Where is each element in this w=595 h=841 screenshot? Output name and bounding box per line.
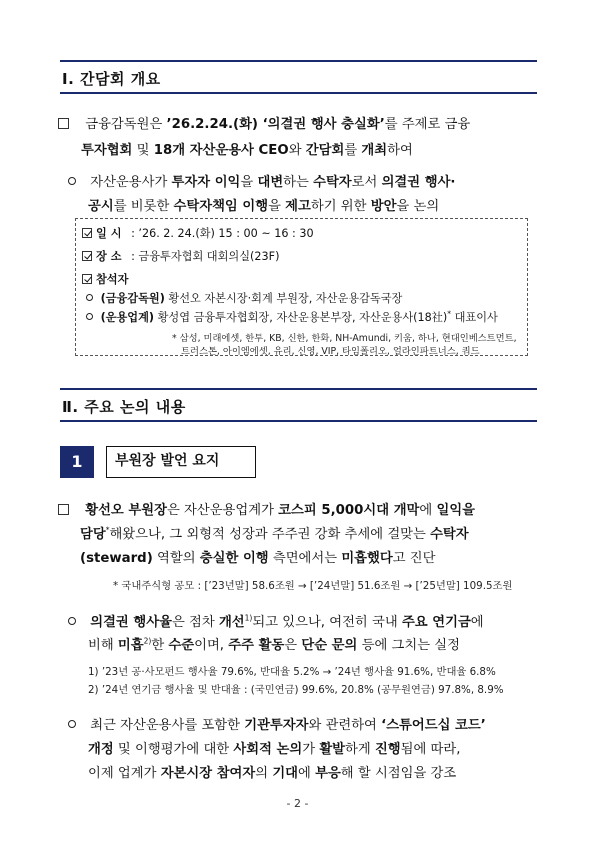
circle-bullet-icon <box>68 177 76 185</box>
voting-line-2: 비해 미흡$^{2)}$한 수준이며, 주주 활동은 단순 문의 등에 그치는 실정 <box>88 636 460 653</box>
remarks-line-2: 담당*해왔으나, 그 외형적 성장과 주주권 강화 추세에 걸맞는 수탁자 <box>80 525 469 542</box>
checkbox-checked-icon <box>82 274 92 284</box>
attendee-fss: (금융감독원) 황선오 자본시장·회계 부원장, 자산운용감독국장 <box>86 290 402 306</box>
page-number: - 2 - <box>286 797 309 810</box>
stewardship-line-2: 개정 및 이행평가에 대한 사회적 논의가 활발하게 진행됨에 따라, <box>88 742 461 757</box>
section-header-1 <box>60 60 537 94</box>
intro-line-2: 투자협회 및 18개 자산운용사 CEO와 간담회를 개최하여 <box>81 143 413 158</box>
section-title: Ⅰ. 간담회 개요 <box>62 70 161 88</box>
intro-line-1: 금융감독원은 ’26.2.24.(화) ‘의결권 행사 충실화’를 주제로 금융 <box>58 113 470 132</box>
section-header-2 <box>60 388 537 422</box>
section-title: Ⅱ. 주요 논의 내용 <box>62 398 186 416</box>
date-row: 일 시 : ’26. 2. 24.(화) 15 : 00 ~ 16 : 30 <box>82 225 314 241</box>
circle-bullet-icon <box>68 720 76 728</box>
checkbox-checked-icon <box>82 228 92 238</box>
circle-bullet-icon <box>86 294 93 301</box>
stewardship-line-3: 이제 업계가 자본시장 참여자의 기대에 부응해 할 시점임을 강조 <box>88 766 457 781</box>
ceo-list-note-2: 트러스톤, 아이엠에셋, 유리, 신영, VIP, 타임폴리오, 얼라인파트너스, 쿼드 <box>181 346 480 357</box>
ceo-list-note-1: * 삼성, 미래에셋, 한투, KB, 신한, 한화, NH-Amundi, 키움, 하나, 현대인베스트먼트, <box>172 333 517 344</box>
footnote-2: 2) ’24년 연기금 행사율 및 반대율 : (국민연금) 99.6%, 20.8% (공무원연금) 97.8%, 8.9% <box>88 684 504 696</box>
attendee-industry: (운용업계) 황성엽 금융투자협회장, 자산운용본부장, 자산운용사(18社)* 대표이사 <box>86 309 498 325</box>
circle-bullet-icon <box>86 313 93 320</box>
item-number-badge: 1 <box>60 446 94 478</box>
stewardship-line-1: 최근 자산운용사를 포함한 기관투자자와 관련하여 ‘스튜어드십 코드’ <box>68 714 486 733</box>
footnote-1: 1) ’23년 공·사모펀드 행사율 79.6%, 반대율 5.2% → ’24년 행사율 91.6%, 반대율 6.8% <box>88 666 496 678</box>
purpose-line-2: 공시를 비롯한 수탁자책임 이행을 제고하기 위한 방안을 논의 <box>88 199 440 214</box>
place-row: 장 소 : 금융투자협회 대회의실(23F) <box>82 248 279 264</box>
meeting-info-box <box>75 218 528 356</box>
voting-line-1: 의결권 행사율은 점차 개선$^{1)}$되고 있으나, 여전히 국내 주요 연기금에 <box>68 611 484 630</box>
square-bullet-icon <box>58 118 69 129</box>
fund-size-note: * 국내주식형 공모 : [’23년말] 58.6조원 → [’24년말] 51.6조원 → [’25년말] 109.5조원 <box>113 580 513 592</box>
purpose-line-1: 자산운용사가 투자자 이익을 대변하는 수탁자로서 의결권 행사· <box>68 171 455 190</box>
checkbox-checked-icon <box>82 251 92 261</box>
square-bullet-icon <box>58 504 69 515</box>
remarks-line-1: 황선오 부원장은 자산운용업계가 코스피 5,000시대 개막에 일익을 <box>58 499 475 518</box>
item-title: 부원장 발언 요지 <box>106 446 256 478</box>
attendees-row: 참석자 <box>82 271 128 287</box>
circle-bullet-icon <box>68 617 76 625</box>
remarks-line-3: (steward) 역할의 충실한 이행 측면에서는 미흡했다고 진단 <box>80 551 436 566</box>
